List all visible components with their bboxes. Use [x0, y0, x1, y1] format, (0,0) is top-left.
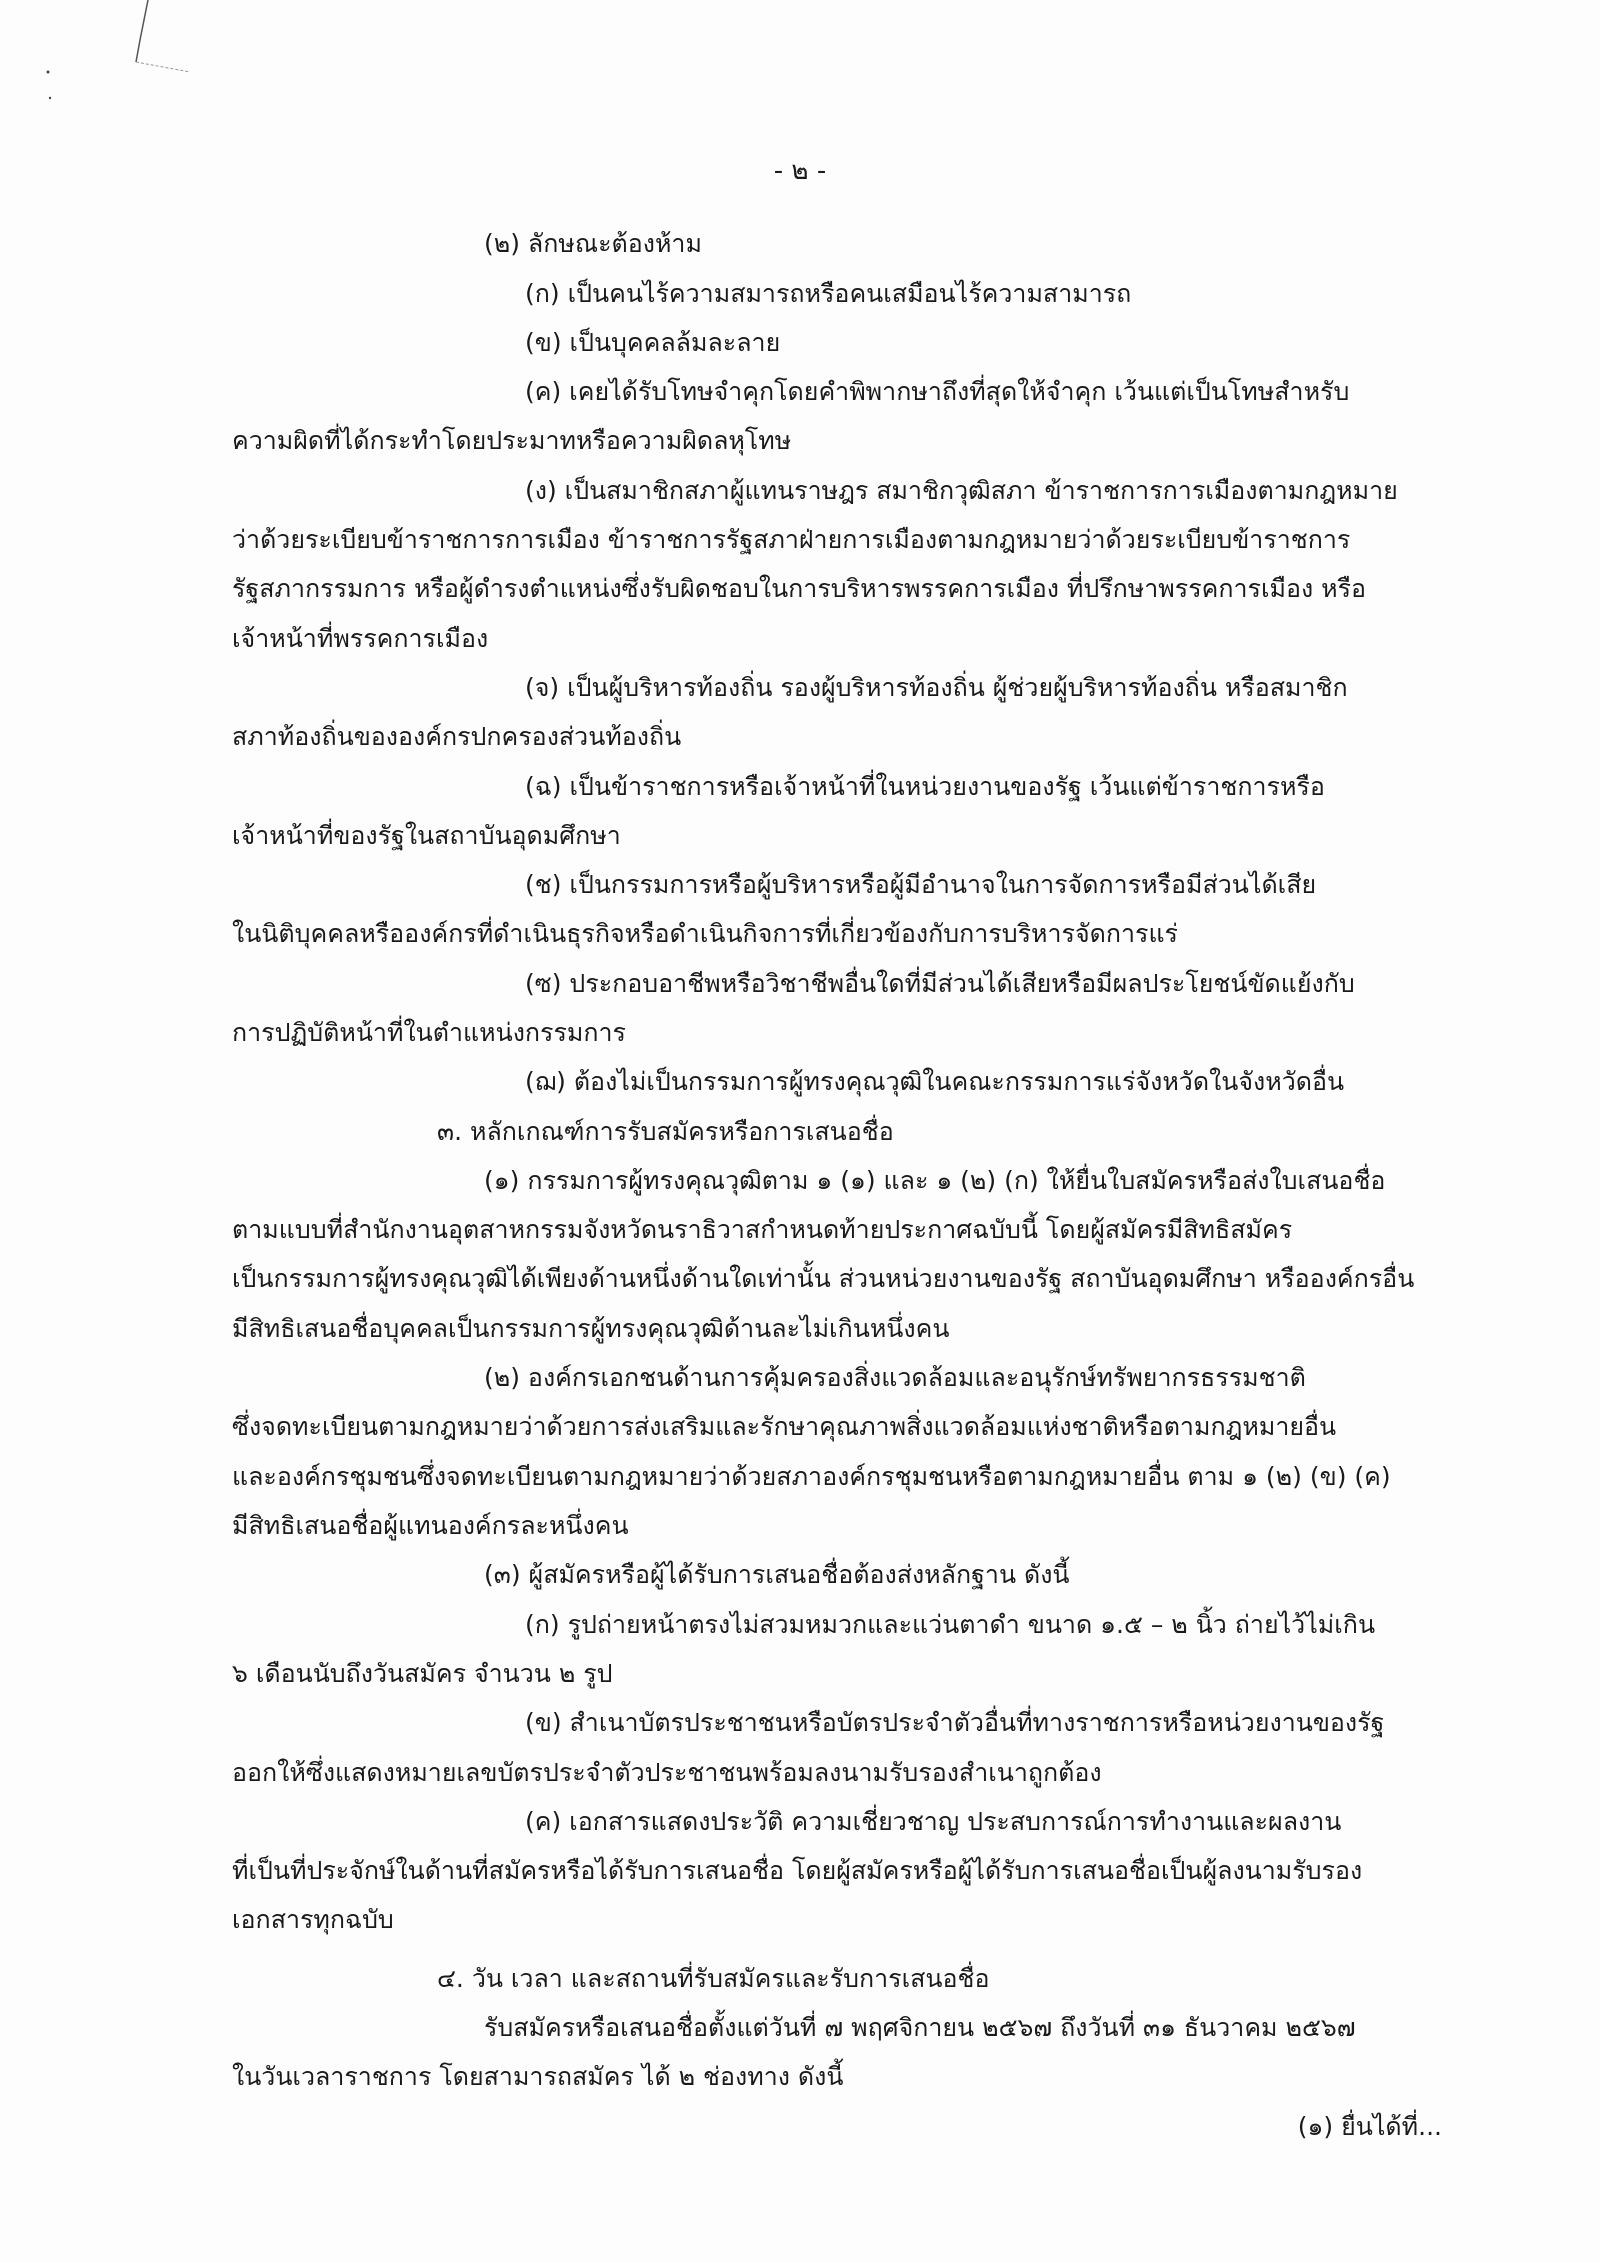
text-line: ที่เป็นที่ประจักษ์ในด้านที่สมัครหรือได้รับการเสนอชื่อ โดยผู้สมัครหรือผู้ได้รับการเสนอชื่อเป็นผู้ลงนามรับรอง — [232, 1856, 1363, 1885]
list-item: (๑) กรรมการผู้ทรงคุณวุฒิตาม ๑ (๑) และ ๑ (๒) (ก) ให้ยื่นใบสมัครหรือส่งใบเสนอชื่อ — [484, 1166, 1386, 1195]
text-line: ออกให้ซึ่งแสดงหมายเลขบัตรประจำตัวประชาชนพร้อมลงนามรับรองสำเนาถูกต้อง — [232, 1758, 1102, 1787]
text-line: และองค์กรชุมชนซึ่งจดทะเบียนตามกฎหมายว่าด้วยสภาองค์กรชุมชนหรือตามกฎหมายอื่น ตาม ๑ (๒) (ข) (ค) — [232, 1462, 1391, 1491]
section-heading: ๓. หลักเกณฑ์การรับสมัครหรือการเสนอชื่อ — [437, 1117, 894, 1146]
text-line: เอกสารทุกฉบับ — [232, 1905, 394, 1934]
list-item: (ก) เป็นคนไร้ความสมารถหรือคนเสมือนไร้ความสามารถ — [525, 279, 1132, 308]
list-item: (ซ) ประกอบอาชีพหรือวิชาชีพอื่นใดที่มีส่วนได้เสียหรือมีผลประโยชน์ขัดแย้งกับ — [525, 969, 1355, 998]
page-number: - ๒ - — [773, 156, 827, 186]
text-line: ซึ่งจดทะเบียนตามกฎหมายว่าด้วยการส่งเสริมและรักษาคุณภาพสิ่งแวดล้อมแห่งชาติหรือตามกฎหมายอื่น — [232, 1412, 1337, 1441]
list-item: (ง) เป็นสมาชิกสภาผู้แทนราษฎร สมาชิกวุฒิสภา ข้าราชการการเมืองตามกฎหมาย — [525, 476, 1398, 505]
section-heading: (๒) ลักษณะต้องห้าม — [484, 229, 702, 258]
list-item: (ฉ) เป็นข้าราชการหรือเจ้าหน้าที่ในหน่วยงานของรัฐ เว้นแต่ข้าราชการหรือ — [525, 772, 1325, 801]
scan-margin-mark — [0, 0, 200, 140]
list-item: (จ) เป็นผู้บริหารท้องถิ่น รองผู้บริหารท้องถิ่น ผู้ช่วยผู้บริหารท้องถิ่น หรือสมาชิก — [525, 673, 1348, 702]
text-line: ความผิดที่ได้กระทำโดยประมาทหรือความผิดลหุโทษ — [232, 426, 792, 455]
list-item: (ข) เป็นบุคคลล้มละลาย — [525, 328, 781, 357]
list-item: (ก) รูปถ่ายหน้าตรงไม่สวมหมวกและแว่นตาดำ ขนาด ๑.๕ – ๒ นิ้ว ถ่ายไว้ไม่เกิน — [525, 1610, 1376, 1639]
text-line: รัฐสภากรรมการ หรือผู้ดำรงตำแหน่งซึ่งรับผิดชอบในการบริหารพรรคการเมือง ที่ปรึกษาพรรคการเมือง หรือ — [232, 574, 1367, 603]
text-line: สภาท้องถิ่นขององค์กรปกครองส่วนท้องถิ่น — [232, 722, 682, 751]
text-line: เจ้าหน้าที่พรรคการเมือง — [232, 624, 489, 653]
text-line: ตามแบบที่สำนักงานอุตสาหกรรมจังหวัดนราธิวาสกำหนดท้ายประกาศฉบับนี้ โดยผู้สมัครมีสิทธิสมัคร — [232, 1215, 1293, 1244]
list-item: (ฌ) ต้องไม่เป็นกรรมการผู้ทรงคุณวุฒิในคณะกรรมการแร่จังหวัดในจังหวัดอื่น — [525, 1067, 1345, 1096]
text-line: เจ้าหน้าที่ของรัฐในสถาบันอุดมศึกษา — [232, 821, 621, 850]
text-line: มีสิทธิเสนอชื่อผู้แทนองค์กรละหนึ่งคน — [232, 1511, 629, 1540]
list-item: (๒) องค์กรเอกชนด้านการคุ้มครองสิ่งแวดล้อมและอนุรักษ์ทรัพยากรธรรมชาติ — [484, 1363, 1306, 1392]
list-item: (ค) เอกสารแสดงประวัติ ความเชี่ยวชาญ ประสบการณ์การทำงานและผลงาน — [525, 1807, 1342, 1836]
text-line: มีสิทธิเสนอชื่อบุคคลเป็นกรรมการผู้ทรงคุณวุฒิด้านละไม่เกินหนึ่งคน — [232, 1314, 950, 1343]
text-line: รับสมัครหรือเสนอชื่อตั้งแต่วันที่ ๗ พฤศจิกายน ๒๕๖๗ ถึงวันที่ ๓๑ ธันวาคม ๒๕๖๗ — [484, 2013, 1356, 2042]
section-heading: ๔. วัน เวลา และสถานที่รับสมัครและรับการเสนอชื่อ — [437, 1964, 990, 1993]
text-line: เป็นกรรมการผู้ทรงคุณวุฒิได้เพียงด้านหนึ่งด้านใดเท่านั้น ส่วนหน่วยงานของรัฐ สถาบันอุดมศึกษา หรือองค์กรอื่น — [232, 1264, 1415, 1293]
list-item: (ค) เคยได้รับโทษจำคุกโดยคำพิพากษาถึงที่สุดให้จำคุก เว้นแต่เป็นโทษสำหรับ — [525, 377, 1350, 406]
text-line: ในนิติบุคคลหรือองค์กรที่ดำเนินธุรกิจหรือดำเนินกิจการที่เกี่ยวข้องกับการบริหารจัดการแร่ — [232, 919, 1178, 948]
text-line: การปฏิบัติหน้าที่ในตำแหน่งกรรมการ — [232, 1018, 626, 1047]
text-line: ในวันเวลาราชการ โดยสามารถสมัคร ได้ ๒ ช่องทาง ดังนี้ — [232, 2062, 844, 2091]
list-item: (ช) เป็นกรรมการหรือผู้บริหารหรือผู้มีอำนาจในการจัดการหรือมีส่วนได้เสีย — [525, 870, 1317, 899]
list-item: (ข) สำเนาบัตรประชาชนหรือบัตรประจำตัวอื่นที่ทางราชการหรือหน่วยงานของรัฐ — [525, 1708, 1385, 1737]
text-line: ว่าด้วยระเบียบข้าราชการการเมือง ข้าราชการรัฐสภาฝ่ายการเมืองตามกฎหมายว่าด้วยระเบียบข้าราชการ — [232, 525, 1351, 554]
list-item: (๓) ผู้สมัครหรือผู้ได้รับการเสนอชื่อต้องส่งหลักฐาน ดังนี้ — [484, 1560, 1070, 1589]
text-line: ๖ เดือนนับถึงวันสมัคร จำนวน ๒ รูป — [232, 1659, 613, 1688]
continuation-marker: (๑) ยื่นได้ที่... — [1297, 2112, 1442, 2141]
